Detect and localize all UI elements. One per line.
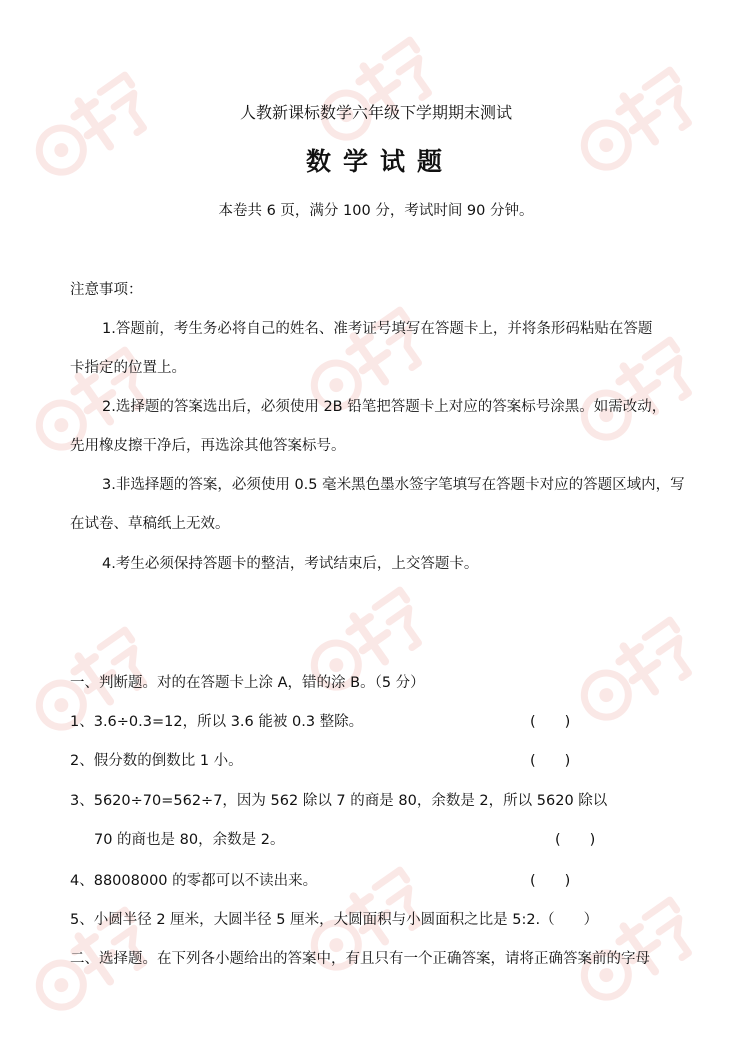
watermark-logo-icon	[560, 600, 710, 750]
section-1-heading: 一、判断题。对的在答题卡上涂 A，错的涂 B。（5 分）	[70, 675, 425, 691]
watermark-logo-icon	[290, 570, 440, 720]
answer-blank: ( )	[555, 832, 596, 848]
question-1: 1、3.6÷0.3=12，所以 3.6 能被 0.3 整除。	[70, 714, 364, 730]
notice-item-1-line-1: 1.答题前，考生务必将自己的姓名、准考证号填写在答题卡上，并将条形码粘贴在答题	[102, 321, 653, 337]
answer-blank: ( )	[530, 753, 571, 769]
notice-item-2-line-1: 2.选择题的答案选出后，必须使用 2B 铅笔把答题卡上对应的答案标号涂黑。如需改动，	[102, 399, 667, 415]
notice-title: 注意事项：	[70, 282, 143, 298]
question-3-continued: 70 的商也是 80，余数是 2。	[94, 832, 285, 848]
notice-item-4-line-1: 4.考生必须保持答题卡的整洁，考试结束后，上交答题卡。	[102, 556, 479, 572]
watermark-logo-icon	[290, 290, 440, 440]
question-3: 3、5620÷70=562÷7，因为 562 除以 7 的商是 80，余数是 2，所以 5620 除以	[70, 793, 608, 809]
watermark-logo-icon	[560, 320, 710, 470]
exam-title: 数学试题	[305, 147, 454, 176]
question-5: 5、小圆半径 2 厘米，大圆半径 5 厘米，大圆面积与小圆面积之比是 5:2.（ ）	[70, 912, 599, 928]
exam-info: 本卷共 6 页，满分 100 分，考试时间 90 分钟。	[218, 203, 534, 219]
exam-subtitle: 人教新课标数学六年级下学期期末测试	[239, 103, 512, 122]
watermark-logo-icon	[15, 55, 165, 205]
notice-item-1-line-2: 卡指定的位置上。	[70, 360, 186, 376]
answer-blank: ( )	[530, 714, 571, 730]
notice-item-3-line-2: 在试卷、草稿纸上无效。	[70, 516, 230, 532]
notice-item-3-line-1: 3.非选择题的答案，必须使用 0.5 毫米黑色墨水签字笔填写在答题卡对应的答题区域内，写	[102, 477, 685, 493]
question-4: 4、88008000 的零都可以不读出来。	[70, 873, 318, 889]
answer-blank: ( )	[530, 873, 571, 889]
notice-item-2-line-2: 先用橡皮擦干净后，再选涂其他答案标号。	[70, 438, 346, 454]
question-2: 2、假分数的倒数比 1 小。	[70, 753, 243, 769]
section-2-heading: 二、选择题。在下列各小题给出的答案中，有且只有一个正确答案，请将正确答案前的字母	[70, 951, 650, 967]
